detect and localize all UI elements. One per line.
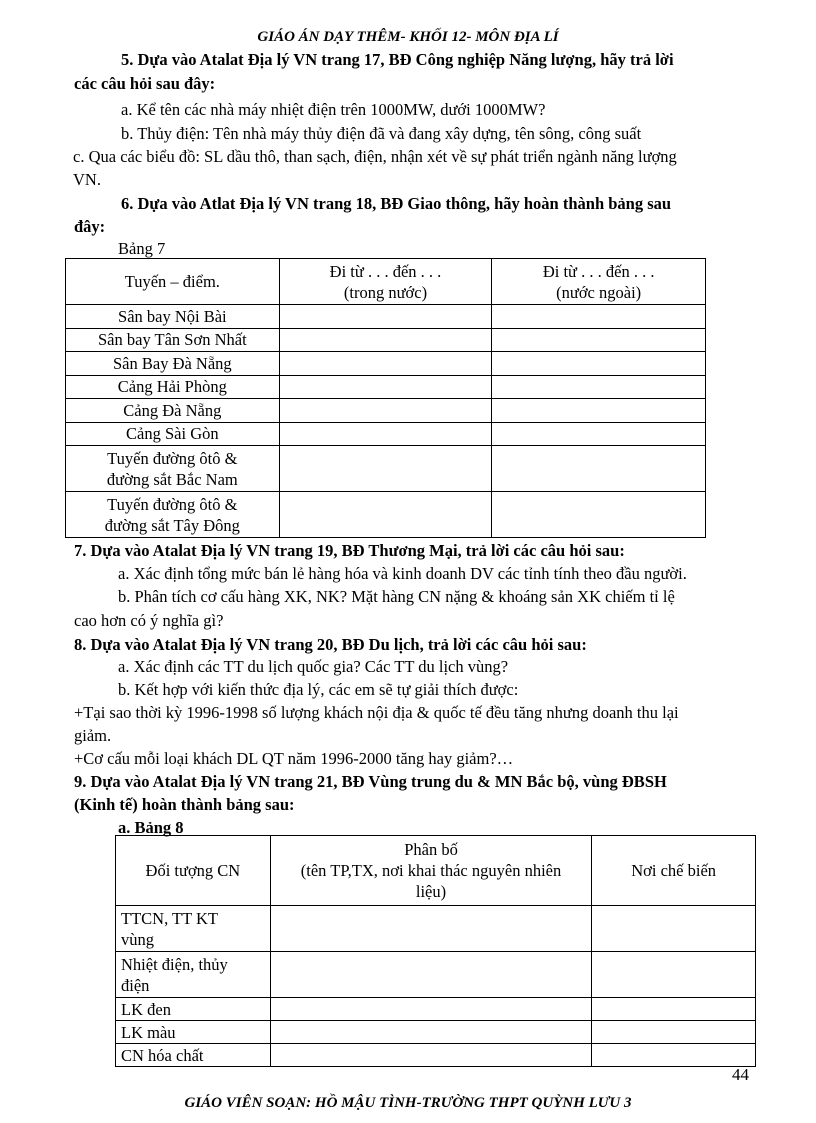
table7-cell	[492, 399, 706, 423]
table8-row-label: LK màu	[116, 1021, 271, 1044]
table7-cell	[279, 492, 492, 538]
q5-item-c-line1: c. Qua các biểu đồ: SL dầu thô, than sạch, điện, nhận xét về sự phát triển ngành năng lượng	[73, 147, 677, 166]
q8-title: 8. Dựa vào Atalat Địa lý VN trang 20, BĐ Du lịch, trả lời các câu hỏi sau:	[74, 635, 587, 654]
table8-cell	[592, 906, 756, 952]
table-row	[116, 1021, 756, 1044]
table-row	[116, 952, 756, 998]
table7-cell	[492, 375, 706, 399]
table-row	[116, 998, 756, 1021]
table-row	[66, 399, 706, 423]
q6-title-line2: đây:	[74, 217, 106, 236]
q8-item-a: a. Xác định các TT du lịch quốc gia? Các TT du lịch vùng?	[118, 657, 509, 676]
table-row	[116, 1044, 756, 1067]
page-footer: GIÁO VIÊN SOẠN: HỒ MẬU TÌNH-TRƯỜNG THPT QUỲNH LƯU 3	[184, 1095, 632, 1111]
table7-cell	[492, 305, 706, 329]
table-row	[116, 906, 756, 952]
table8-cell	[270, 998, 591, 1021]
q5-title-line2: các câu hỏi sau đây:	[74, 74, 216, 93]
q5-item-b: b. Thủy điện: Tên nhà máy thủy điện đã và đang xây dựng, tên sông, công suất	[121, 124, 642, 143]
table7-header-route: Tuyến – điểm.	[66, 259, 280, 305]
table7-row-label: Sân Bay Đà Nẵng	[66, 352, 280, 376]
table-row	[66, 375, 706, 399]
table7-cell	[492, 446, 706, 492]
table-row	[66, 492, 706, 538]
table7-cell	[492, 492, 706, 538]
table7-cell	[492, 352, 706, 376]
q9-title-line1: 9. Dựa vào Atalat Địa lý VN trang 21, BĐ Vùng trung du & MN Bắc bộ, vùng ĐBSH	[74, 772, 667, 791]
table7-row-label: Cảng Sài Gòn	[66, 422, 280, 446]
table-row	[66, 305, 706, 329]
q8-point1-line1: +Tại sao thời kỳ 1996-1998 số lượng khách nội địa & quốc tế đều tăng nhưng doanh thu lại	[74, 703, 679, 722]
table7-label: Bảng 7	[118, 239, 166, 258]
table8-cell	[592, 1044, 756, 1067]
q8-point1-line2: giảm.	[74, 726, 112, 745]
q5-item-a: a. Kể tên các nhà máy nhiệt điện trên 1000MW, dưới 1000MW?	[121, 100, 546, 119]
table7-row-label: Sân bay Tân Sơn Nhất	[66, 328, 280, 352]
table8-row-label: LK đen	[116, 998, 271, 1021]
table7-cell	[279, 422, 492, 446]
table7-cell	[279, 399, 492, 423]
table8-cell	[270, 906, 591, 952]
table7-row-label: Cảng Hải Phòng	[66, 375, 280, 399]
page-number: 44	[732, 1065, 749, 1084]
q5-title-line1: 5. Dựa vào Atalat Địa lý VN trang 17, BĐ Công nghiệp Năng lượng, hãy trả lời	[121, 50, 674, 69]
table-row	[66, 328, 706, 352]
table-row	[66, 352, 706, 376]
table7-row-label: Tuyến đường ôtô & đường sắt Bắc Nam	[66, 446, 280, 492]
table7-row-label: Sân bay Nội Bài	[66, 305, 280, 329]
q8-point2: +Cơ cấu mỗi loại khách DL QT năm 1996-2000 tăng hay giảm?…	[74, 749, 514, 768]
table7-cell	[492, 328, 706, 352]
table8-cell	[592, 998, 756, 1021]
q8-item-b: b. Kết hợp với kiến thức địa lý, các em sẽ tự giải thích được:	[118, 680, 519, 699]
table7-cell	[492, 422, 706, 446]
table7-header-row	[66, 259, 706, 305]
table8-cell	[270, 1021, 591, 1044]
table7-cell	[279, 446, 492, 492]
table8-header-object: Đối tượng CN	[116, 836, 271, 906]
table8-row-label: CN hóa chất	[116, 1044, 271, 1067]
table7-header-foreign: Đi từ . . . đến . . . (nước ngoài)	[492, 259, 706, 305]
table8-label: a. Bảng 8	[118, 818, 184, 837]
table7-row-label: Cảng Đà Nẵng	[66, 399, 280, 423]
table7-cell	[279, 305, 492, 329]
q5-item-c-line2: VN.	[73, 170, 101, 189]
table8-cell	[592, 1021, 756, 1044]
q6-title-line1: 6. Dựa vào Atlat Địa lý VN trang 18, BĐ Giao thông, hãy hoàn thành bảng sau	[121, 194, 672, 213]
table8-row-label: TTCN, TT KT vùng	[116, 906, 271, 952]
table7-header-domestic: Đi từ . . . đến . . . (trong nước)	[279, 259, 492, 305]
q9-title-line2: (Kinh tế) hoàn thành bảng sau:	[74, 795, 295, 814]
table7-cell	[279, 352, 492, 376]
table8-header-row	[116, 836, 756, 906]
table7-cell	[279, 328, 492, 352]
q7-title: 7. Dựa vào Atalat Địa lý VN trang 19, BĐ Thương Mại, trả lời các câu hỏi sau:	[74, 541, 625, 560]
q7-item-b-line1: b. Phân tích cơ cấu hàng XK, NK? Mặt hàng CN nặng & khoáng sản XK chiếm tỉ lệ	[118, 587, 675, 606]
table8-cell	[270, 952, 591, 998]
table-row	[66, 422, 706, 446]
page-header: GIÁO ÁN DẠY THÊM- KHỐI 12- MÔN ĐỊA LÍ	[257, 29, 559, 45]
table7-cell	[279, 375, 492, 399]
table8-header-distribution: Phân bố (tên TP,TX, nơi khai thác nguyên nhiên liệu)	[270, 836, 591, 906]
table8-cell	[270, 1044, 591, 1067]
q7-item-a: a. Xác định tổng mức bán lẻ hàng hóa và kinh doanh DV các tỉnh tính theo đầu người.	[118, 564, 687, 583]
table-row	[66, 446, 706, 492]
table7-row-label: Tuyến đường ôtô & đường sắt Tây Đông	[66, 492, 280, 538]
table8-header-processing: Nơi chế biến	[592, 836, 756, 906]
table-7	[65, 258, 706, 538]
table8-row-label: Nhiệt điện, thủy điện	[116, 952, 271, 998]
q7-item-b-line2: cao hơn có ý nghĩa gì?	[74, 611, 224, 630]
table-8	[115, 835, 756, 1067]
table8-cell	[592, 952, 756, 998]
